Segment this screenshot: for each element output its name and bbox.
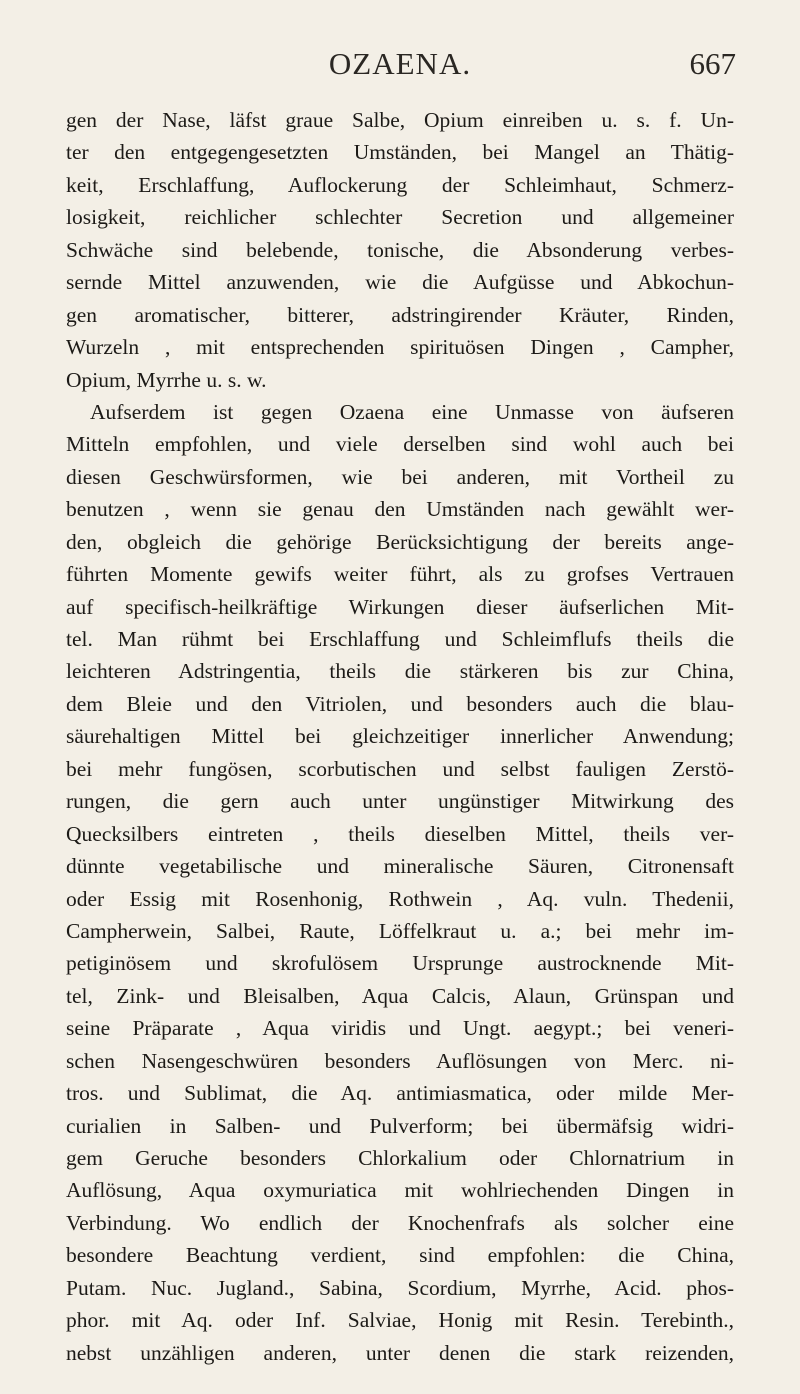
text-line: säurehaltigen Mittel bei gleichzeitiger innerlicher Anwendung; — [66, 724, 734, 749]
text-line: gen aromatischer, bitterer, adstringirender Kräuter, Rinden, — [66, 302, 734, 327]
text-line: tel. Man rühmt bei Erschlaffung und Schleimflufs theils die — [66, 627, 734, 651]
text-line-paragraph-end: Opium, Myrrhe u. s. w. — [66, 367, 267, 392]
text-line: tros. und Sublimat, die Aq. antimiasmatica, oder milde Mer- — [66, 1081, 734, 1106]
text-line: oder Essig mit Rosenhonig, Rothwein , Aq. vuln. Thedenii, — [66, 886, 734, 911]
text-line: Auflösung, Aqua oxymuriatica mit wohlriechenden Dingen in — [66, 1178, 734, 1203]
text-line: diesen Geschwürsformen, wie bei anderen, mit Vortheil zu — [66, 464, 734, 489]
text-line: Quecksilbers eintreten , theils dieselben Mittel, theils ver- — [66, 821, 734, 846]
text-line-paragraph-start: Aufserdem ist gegen Ozaena eine Unmasse von äufseren — [90, 399, 734, 424]
text-line: Putam. Nuc. Jugland., Sabina, Scordium, Myrrhe, Acid. phos- — [66, 1275, 734, 1300]
text-line: tel, Zink- und Bleisalben, Aqua Calcis, Alaun, Grünspan und — [66, 983, 734, 1008]
text-line: auf specifisch-heilkräftige Wirkungen dieser äufserlichen Mit- — [66, 594, 734, 619]
text-line: gen der Nase, läfst graue Salbe, Opium einreiben u. s. f. Un- — [66, 108, 734, 132]
text-line: losigkeit, reichlicher schlechter Secretion und allgemeiner — [66, 205, 734, 230]
text-line: Verbindung. Wo endlich der Knochenfrafs als solcher eine — [66, 1210, 734, 1235]
running-title: OZAENA. — [328, 46, 472, 81]
text-line: den, obgleich die gehörige Berücksichtigung der bereits ange- — [66, 529, 734, 554]
text-line: petiginösem und skrofulösem Ursprunge austrocknende Mit- — [66, 951, 734, 976]
text-line: Schwäche sind belebende, tonische, die Absonderung verbes- — [66, 237, 734, 262]
text-line: sernde Mittel anzuwenden, wie die Aufgüsse und Abkochun- — [66, 270, 734, 295]
text-line: dem Bleie und den Vitriolen, und besonders auch die blau- — [66, 691, 734, 716]
text-line: Wurzeln , mit entsprechenden spirituösen Dingen , Campher, — [66, 335, 734, 360]
text-line: benutzen , wenn sie genau den Umständen nach gewählt wer- — [66, 497, 734, 522]
text-line: ter den entgegengesetzten Umständen, bei Mangel an Thätig- — [66, 140, 734, 165]
text-line: leichteren Adstringentia, theils die stärkeren bis zur China, — [66, 659, 734, 684]
text-line: Campherwein, Salbei, Raute, Löffelkraut u. a.; bei mehr im- — [66, 918, 734, 943]
body-text — [66, 104, 734, 1369]
text-line: seine Präparate , Aqua viridis und Ungt. aegypt.; bei veneri- — [66, 1016, 734, 1041]
page-number: 667 — [689, 46, 736, 81]
text-line: dünnte vegetabilische und mineralische Säuren, Citronensaft — [66, 854, 734, 879]
text-line: bei mehr fungösen, scorbutischen und selbst fauligen Zerstö- — [66, 756, 734, 781]
text-line: besondere Beachtung verdient, sind empfohlen: die China, — [66, 1243, 734, 1268]
text-line: Mitteln empfohlen, und viele derselben sind wohl auch bei — [66, 432, 734, 457]
text-line: nebst unzähligen anderen, unter denen die stark reizenden, — [66, 1340, 734, 1365]
text-line: phor. mit Aq. oder Inf. Salviae, Honig mit Resin. Terebinth., — [66, 1308, 734, 1333]
running-head — [64, 44, 736, 84]
text-line: rungen, die gern auch unter ungünstiger Mitwirkung des — [66, 789, 734, 814]
text-line: gem Geruche besonders Chlorkalium oder Chlornatrium in — [66, 1146, 734, 1170]
text-line: schen Nasengeschwüren besonders Auflösungen von Merc. ni- — [66, 1048, 734, 1073]
text-line: curialien in Salben- und Pulverform; bei übermäfsig widri- — [66, 1113, 734, 1138]
text-line: keit, Erschlaffung, Auflockerung der Schleimhaut, Schmerz- — [66, 172, 734, 197]
text-line: führten Momente gewifs weiter führt, als zu grofses Vertrauen — [66, 562, 734, 587]
